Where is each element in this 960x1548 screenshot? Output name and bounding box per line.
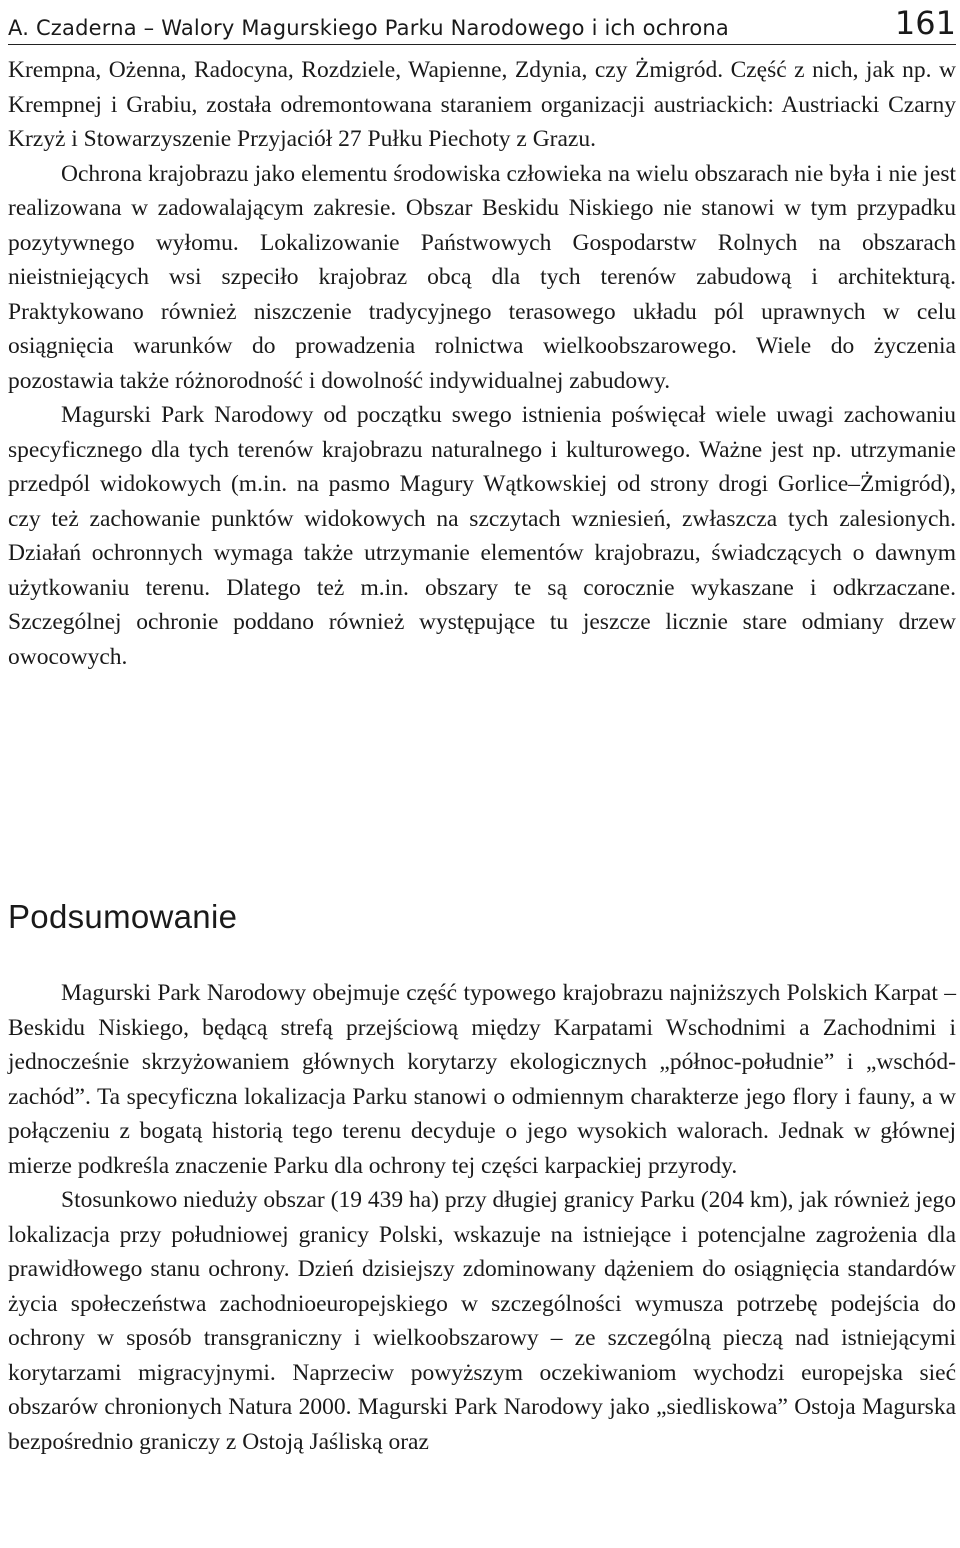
section-body-summary <box>8 976 956 1459</box>
paragraph: Krempna, Ożenna, Radocyna, Rozdziele, Wapienne, Zdynia, czy Żmigród. Część z nich, jak np. w Krempnej i Grabiu, została odremontowana staraniem organizacji austriackich: Austriacki Czarny Krzyż i Stowarzyszenie Przyjaciół 27 Pułku Piechoty z Grazu. <box>8 57 956 152</box>
paragraph: Magurski Park Narodowy od początku swego istnienia poświęcał wiele uwagi zachowaniu specyficznego dla tych terenów krajobrazu naturalnego i kulturowego. Ważne jest np. utrzymanie przedpól widokowych (m.in. na pasmo Magury Wątkowskiej od strony drogi Gorlice–Żmigród), czy też zachowanie punktów widokowych na szczytach wzniesień, zwłaszcza tych zalesionych. Działań ochronnych wymaga także utrzymanie elementów krajobrazu, świadczących o dawnym użytkowaniu terenu. Dlatego też m.in. obszary te są corocznie wykaszane i odkrzaczane. Szczególnej ochronie poddano również występujące tu jeszcze licznie stare odmiany drzew owocowych. <box>8 402 956 670</box>
section-heading: Podsumowanie <box>8 898 238 935</box>
paragraph: Stosunkowo nieduży obszar (19 439 ha) przy długiej granicy Parku (204 km), jak również jego lokalizacja przy południowej granicy Polski, wskazuje na istniejące i potencjalne zagrożenia dla prawidłowego stanu ochrony. Dzień dzisiejszy zdominowany dążeniem do osiągnięcia standardów życia społeczeństwa zachodnioeuropejskiego w szczególności wymusza potrzebę podejścia do ochrony w sposób transgraniczny i wielkoobszarowy – ze szczególną pieczą nad istniejącymi korytarzami migracyjnymi. Naprzeciw powyższym oczekiwaniom wychodzi europejska sieć obszarów chronionych Natura 2000. Magurski Park Narodowy jako „siedliskowa” Ostoja Magurska bezpośrednio graniczy z Ostoją Jaśliską oraz <box>8 1187 956 1455</box>
paragraph: Ochrona krajobrazu jako elementu środowiska człowieka na wielu obszarach nie była i nie jest realizowana w zadowalającym zakresie. Obszar Beskidu Niskiego nie stanowi w tym przypadku pozytywnego wyłomu. Lokalizowanie Państwowych Gospodarstw Rolnych na obszarach nieistniejących wsi szpeciło krajobraz obcą dla tych terenów zabudową i architekturą. Praktykowano również niszczenie tradycyjnego terasowego układu pól uprawnych w celu osiągnięcia warunków do prowadzenia rolnictwa wielkoobszarowego. Wiele do życzenia pozostawia także różnorodność i dowolność indywidualnej zabudowy. <box>8 160 956 394</box>
page-number: 161 <box>894 4 956 42</box>
page <box>8 0 956 1455</box>
paragraph: Magurski Park Narodowy obejmuje część typowego krajobrazu najniższych Polskich Karpat – Beskidu Niskiego, będącą strefą przejściową między Karpatami Wschodnimi a Zachodnimi i jednocześnie skrzyżowaniem głównych korytarzy ekologicznych „północ-południe” i „wschód-zachód”. Ta specyficzna lokalizacja Parku stanowi o odmiennym charakterze jego flory i fauny, a w połączeniu z bogatą historią tego terenu decyduje o jego wysokich walorach. Jednak w głównej mierze podkreśla znaczenie Parku dla ochrony tej części karpackiej przyrody. <box>8 980 956 1179</box>
running-title: A. Czaderna – Walory Magurskiego Parku Narodowego i ich ochrona <box>8 16 729 40</box>
running-header <box>8 0 956 45</box>
section-body <box>8 53 956 674</box>
